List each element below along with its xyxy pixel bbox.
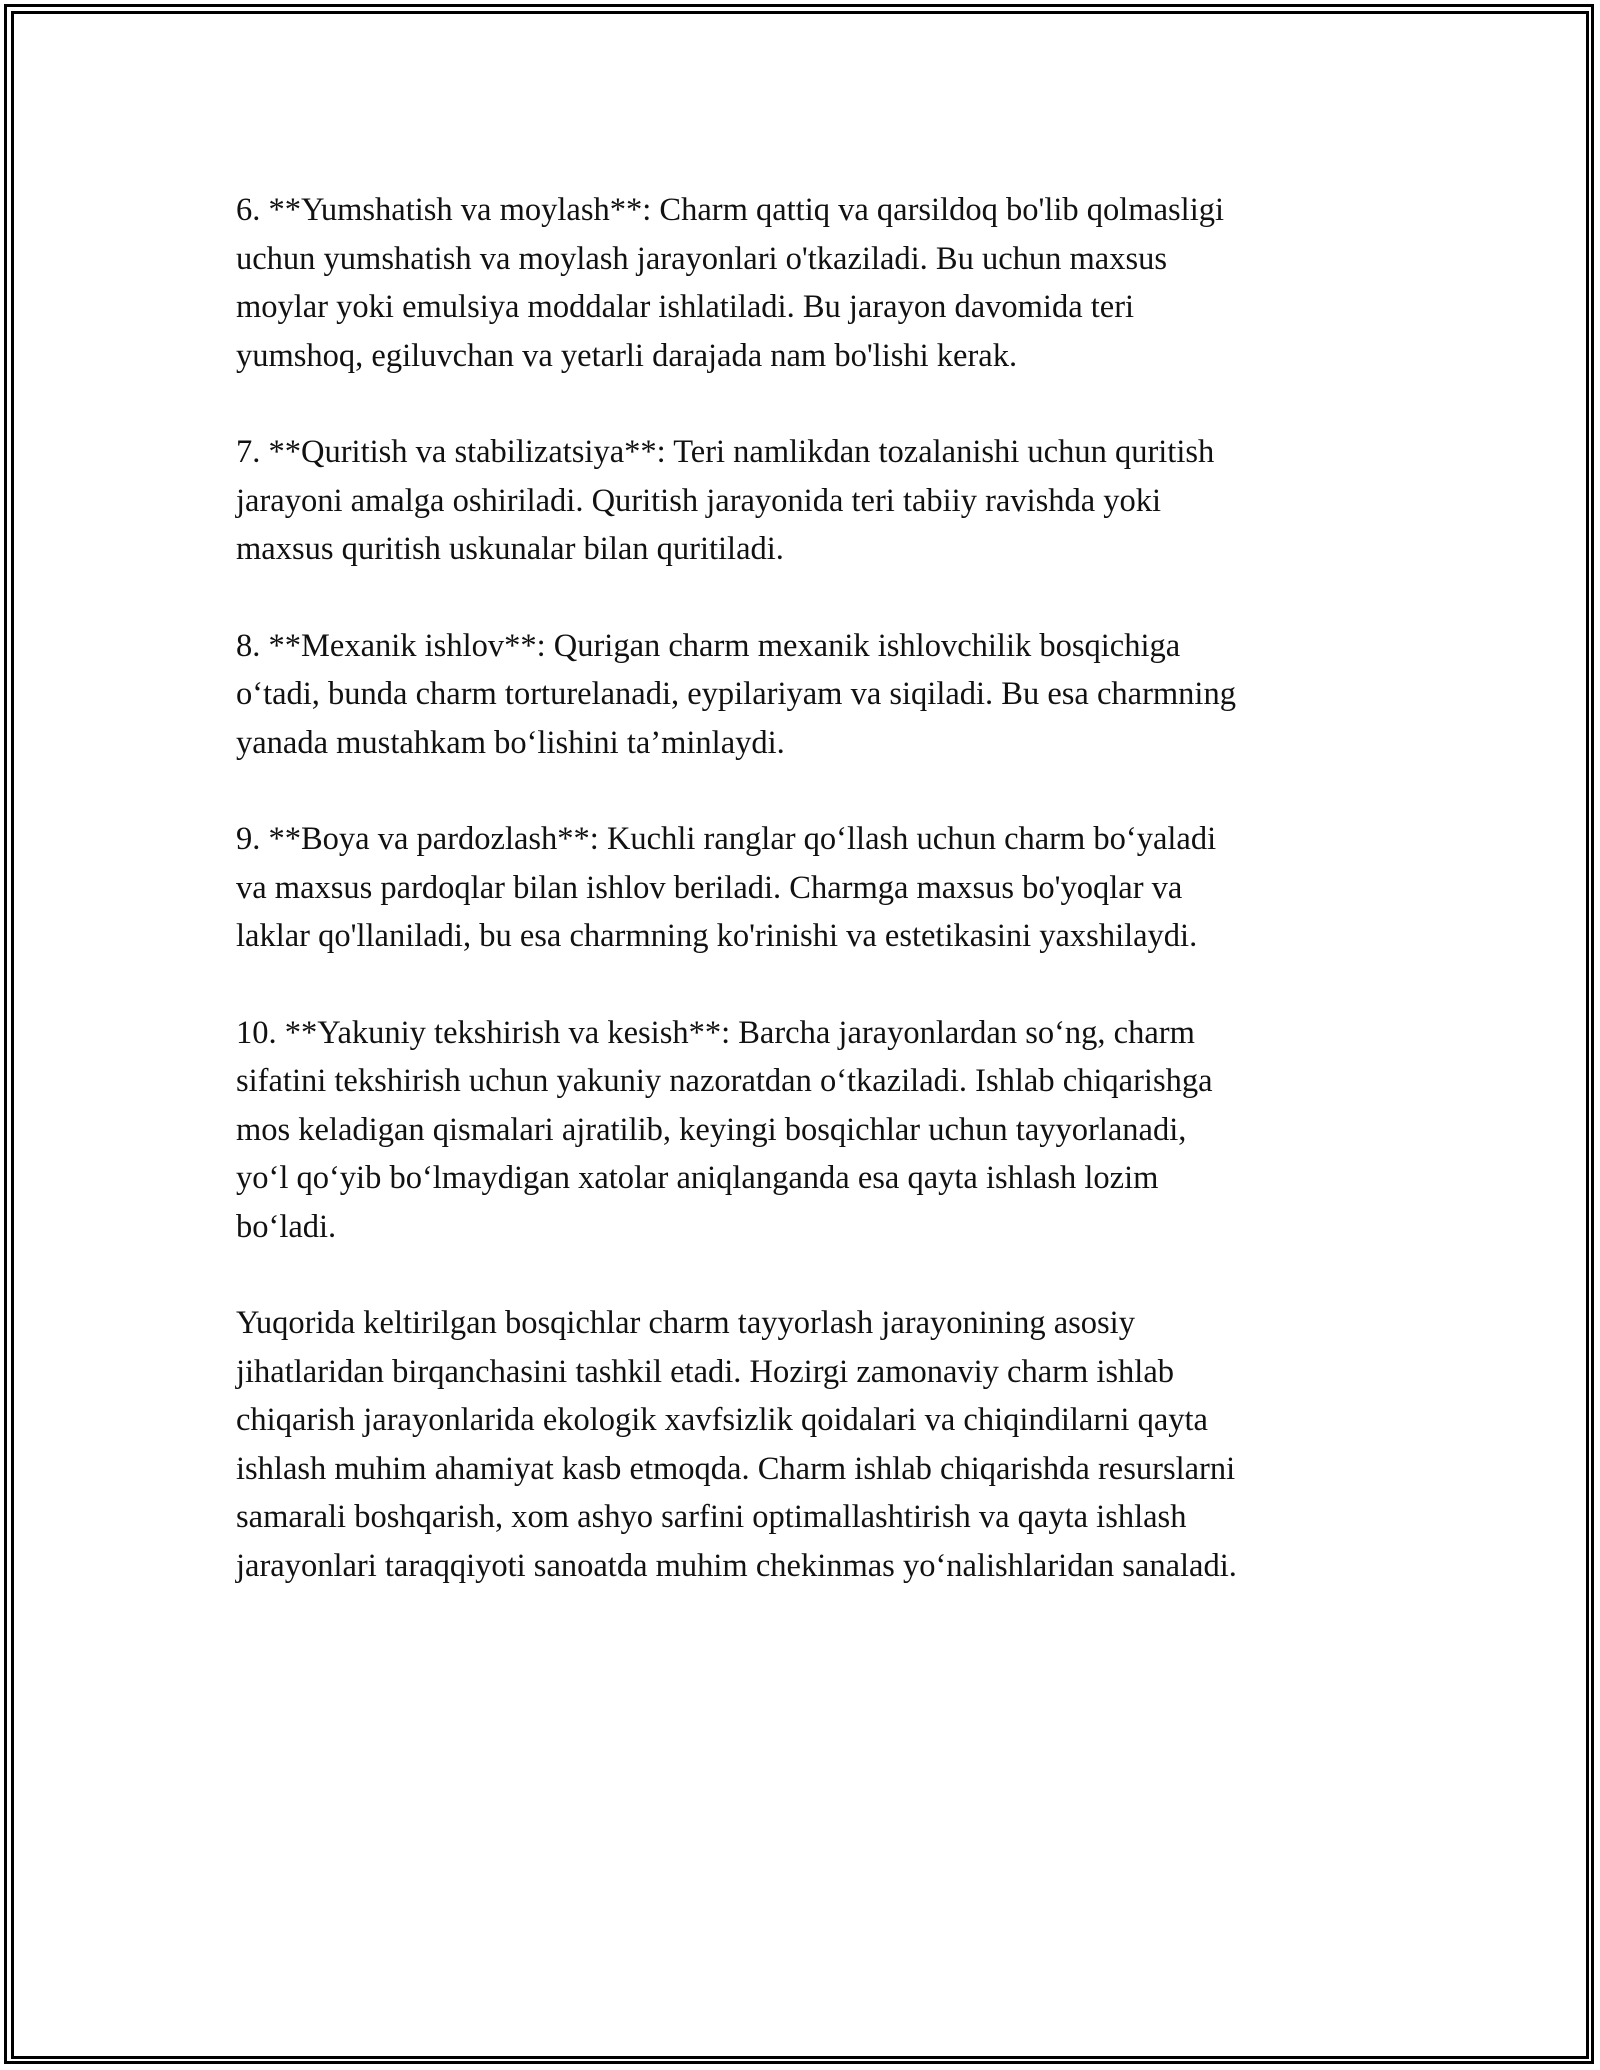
text-line: 9. **Boya va pardozlash**: Kuchli ranglar qo‘llash uchun charm bo‘yaladi: [236, 821, 1217, 857]
paragraph-step-9: [236, 815, 1376, 961]
document-body: [236, 186, 1376, 1638]
text-line: 6. **Yumshatish va moylash**: Charm qattiq va qarsildoq bo'lib qolmasligi: [236, 192, 1224, 228]
text-line: va maxsus pardoqlar bilan ishlov beriladi. Charmga maxsus bo'yoqlar va: [236, 869, 1183, 906]
paragraph-step-7: [236, 428, 1376, 574]
paragraph-conclusion: [236, 1299, 1376, 1590]
text-line: uchun yumshatish va moylash jarayonlari o'tkaziladi. Bu uchun maxsus: [236, 240, 1168, 277]
text-line: jihatlaridan birqanchasini tashkil etadi. Hozirgi zamonaviy charm ishlab: [236, 1353, 1175, 1390]
text-line: jarayonlari taraqqiyoti sanoatda muhim chekinmas yo‘nalishlaridan sanaladi.: [236, 1547, 1237, 1584]
text-line: moylar yoki emulsiya moddalar ishlatiladi. Bu jarayon davomida teri: [236, 289, 1135, 325]
text-line: maxsus quritish uskunalar bilan quritiladi.: [236, 531, 784, 567]
text-line: samarali boshqarish, xom ashyo sarfini optimallashtirish va qayta ishlash: [236, 1499, 1187, 1535]
text-line: sifatini tekshirish uchun yakuniy nazoratdan o‘tkaziladi. Ishlab chiqarishga: [236, 1063, 1213, 1099]
text-line: bo‘ladi.: [236, 1208, 337, 1245]
text-line: ishlash muhim ahamiyat kasb etmoqda. Charm ishlab chiqarishda resurslarni: [236, 1450, 1236, 1487]
text-line: yo‘l qo‘yib bo‘lmaydigan xatolar aniqlanganda esa qayta ishlash lozim: [236, 1160, 1159, 1196]
paragraph-step-8: [236, 622, 1376, 768]
text-line: 7. **Quritish va stabilizatsiya**: Teri namlikdan tozalanishi uchun quritish: [236, 434, 1215, 470]
text-line: yumshoq, egiluvchan va yetarli darajada nam bo'lishi kerak.: [236, 337, 1018, 374]
text-line: chiqarish jarayonlarida ekologik xavfsizlik qoidalari va chiqindilarni qayta: [236, 1402, 1208, 1438]
text-line: yanada mustahkam bo‘lishini ta’minlaydi.: [236, 724, 785, 761]
text-line: 10. **Yakuniy tekshirish va kesish**: Barcha jarayonlardan so‘ng, charm: [236, 1014, 1195, 1051]
paragraph-step-10: [236, 1009, 1376, 1252]
text-line: jarayoni amalga oshiriladi. Quritish jarayonida teri tabiiy ravishda yoki: [236, 482, 1162, 519]
text-line: laklar qo'llaniladi, bu esa charmning ko'rinishi va estetikasini yaxshilaydi.: [236, 918, 1198, 954]
paragraph-step-6: [236, 186, 1376, 380]
text-line: 8. **Mexanik ishlov**: Qurigan charm mexanik ishlovchilik bosqichiga: [236, 627, 1181, 664]
text-line: o‘tadi, bunda charm torturelanadi, eypilariyam va siqiladi. Bu esa charmning: [236, 676, 1236, 712]
text-line: Yuqorida keltirilgan bosqichlar charm tayyorlash jarayonining asosiy: [236, 1305, 1135, 1341]
text-line: mos keladigan qismalari ajratilib, keyingi bosqichlar uchun tayyorlanadi,: [236, 1111, 1187, 1148]
